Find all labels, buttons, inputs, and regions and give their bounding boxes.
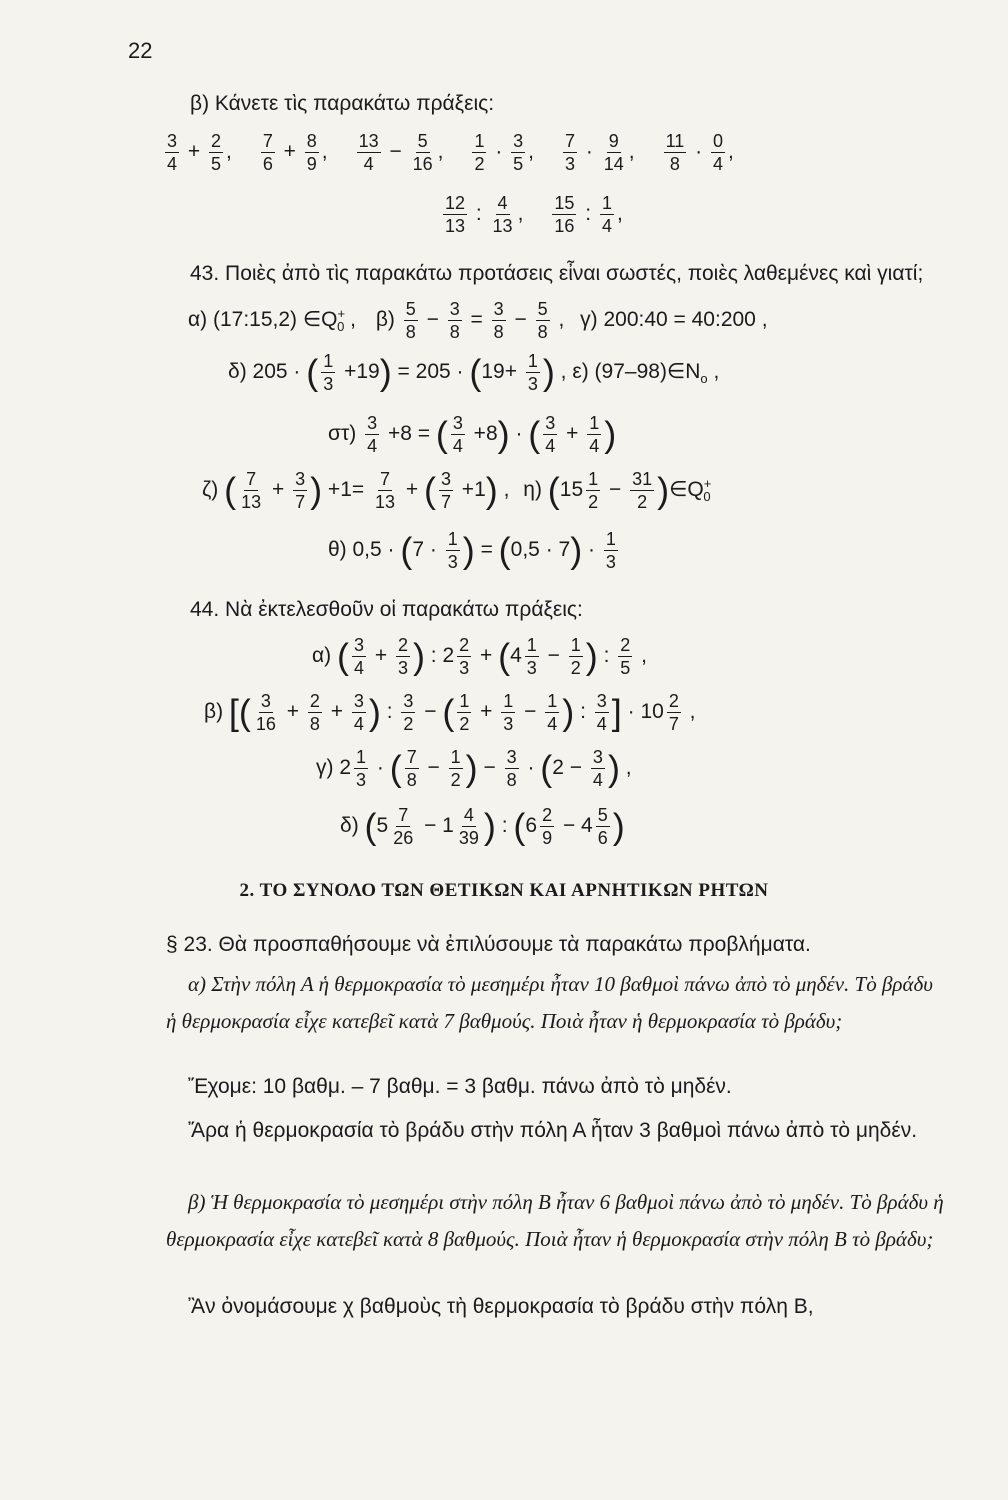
ex43-number: 43. — [190, 262, 220, 285]
ex44-row-d: δ) (5 $\frac{7}{26}$ − 1 $\frac{4}{39}$ ) : (6 $\frac{2}{9}$ − 4 $\frac{5}{6}$ ) — [340, 805, 625, 848]
ex44-b-label: β) — [204, 700, 224, 724]
ex44-header — [190, 598, 583, 622]
ex43-e: ε) (97–98)∈N — [572, 360, 701, 384]
fraction-expression: $\frac{1}{2}$ · $\frac{3}{5}$ , — [474, 131, 535, 174]
fraction: $\frac{1}{2}$ — [474, 131, 485, 174]
fraction: $\frac{11}{8}$ — [665, 131, 685, 174]
ex43-b-label: β) — [375, 308, 395, 332]
s23-calc-b: Ἂν ὀνομάσουμε χ βαθμοὺς τὴ θερμοκρασία τὸ βράδυ στὴν πόλη Β, — [188, 1295, 814, 1318]
ex44-g-label: γ) — [316, 756, 334, 780]
fraction: $\frac{0}{4}$ — [712, 131, 723, 174]
ex44-number: 44. — [190, 598, 220, 621]
ex44-row-g: γ) 2 $\frac{1}{3}$ · ( $\frac{7}{8}$ − $\frac{1}{2}$ ) − $\frac{3}{8}$ · (2 − $\frac{3}{4}$ ) , — [316, 747, 632, 790]
ex43-row-th: θ) 0,5 · (7 · $\frac{1}{3}$ ) = (0,5 · 7) · $\frac{1}{3}$ — [328, 529, 616, 572]
section-heading: 2. ΤΟ ΣΥΝΟΛΟ ΤΩΝ ΘΕΤΙΚΩΝ ΚΑΙ ΑΡΝΗΤΙΚΩΝ ΡΗΤΩΝ — [239, 880, 769, 901]
fraction-expression: $\frac{15}{16}$ : $\frac{1}{4}$ , — [554, 193, 623, 236]
fraction: $\frac{7}{3}$ — [565, 131, 576, 174]
ex44-row-a: α) ( $\frac{3}{4}$ + $\frac{2}{3}$ ) : 2 $\frac{2}{3}$ + (4 $\frac{1}{3}$ − $\frac{1}{2}$ ) : $\frac{2}{5}$ , — [312, 635, 647, 678]
fraction: $\frac{2}{5}$ — [210, 131, 221, 174]
ex43-row-st: στ) $\frac{3}{4}$ +8 = ( $\frac{3}{4}$ +8) · ( $\frac{3}{4}$ + $\frac{1}{4}$ ) — [328, 413, 617, 456]
page-number: 22 — [128, 38, 153, 63]
ex43-row-z-h: ζ) ( $\frac{7}{13}$ + $\frac{3}{7}$ ) +1= $\frac{7}{13}$ + ( $\frac{3}{7}$ +1) , η) (15 $\frac{1}{2}$ − $\frac{31}{2}$ )$\in Q^+_0$ — [202, 469, 712, 512]
ex43-st-label: στ) — [328, 422, 357, 446]
ex43-row-d-e: δ) 205 · ( $\frac{1}{3}$ +19) = 205 · (19+ $\frac{1}{3}$ ) , ε) $(97-98)\in N_o$ , — [228, 351, 720, 394]
ex42b-row2 — [440, 194, 649, 235]
fraction: $\frac{15}{16}$ — [554, 193, 575, 236]
fraction-expression: $\frac{13}{4}$ − $\frac{5}{16}$ , — [358, 131, 444, 174]
ex44-row-b: β) [( $\frac{3}{16}$ + $\frac{2}{8}$ + $\frac{3}{4}$ ) : $\frac{3}{2}$ − ( $\frac{1}{2}$ + $\frac{1}{3}$ − $\frac{1}{4}$ ) : $\frac{3}{4}$ ] · 10 $\frac{2}{7}$ , — [204, 691, 696, 734]
s23-problem-b: β) Ἡ θερμοκρασία τὸ μεσημέρι στὴν πόλη Β ἦταν 6 βαθμοὶ πάνω ἀπὸ τὸ μηδέν. Τὸ βράδυ ἡ θερμοκρασία εἶχε κατεβεῖ κατὰ 8 βαθμούς. Ποιὰ ἦταν ἡ θερμοκρασία στὴν πόλη Β τὸ βράδυ; — [166, 1190, 944, 1251]
s23-answer-a: Ἄρα ἡ θερμοκρασία τὸ βράδυ στὴν πόλη Α ἦταν 3 βαθμοὶ πάνω ἀπὸ τὸ μηδέν. — [188, 1119, 918, 1142]
ex43-z-label: ζ) — [202, 478, 219, 502]
ex44-d-label: δ) — [340, 814, 359, 838]
fraction-expression: $\frac{11}{8}$ · $\frac{0}{4}$ , — [665, 131, 734, 174]
fraction: $\frac{13}{4}$ — [358, 131, 379, 174]
ex43-a: α) (17:15,2) ∈Q — [188, 308, 338, 332]
ex43-g: γ) 200:40 = 40:200 — [580, 308, 756, 332]
ex44-a-label: α) — [312, 644, 332, 668]
s23-lead: § 23. Θὰ προσπαθήσουμε νὰ ἐπιλύσουμε τὰ παρακάτω προβλήματα. — [166, 933, 811, 956]
ex43-d-label: δ) 205 · — [228, 360, 301, 384]
fraction: $\frac{1}{4}$ — [601, 193, 612, 236]
fraction-expression: $\frac{3}{4}$ + $\frac{2}{5}$ , — [167, 131, 232, 174]
ex43-h-label: η) — [523, 478, 542, 502]
s23-problem-a: α) Στὴν πόλη Α ἡ θερμοκρασία τὸ μεσημέρι ἦταν 10 βαθμοὶ πάνω ἀπὸ τὸ μηδέν. Τὸ βράδυ ἡ θερμοκρασία εἶχε κατεβεῖ κατὰ 7 βαθμούς. Ποιὰ ἦταν ἡ θερμοκρασία τὸ βράδυ; — [166, 972, 933, 1033]
ex43-header — [190, 262, 923, 286]
fraction: $\frac{3}{5}$ — [513, 131, 524, 174]
fraction: $\frac{7}{6}$ — [262, 131, 273, 174]
fraction: $\frac{8}{9}$ — [306, 131, 317, 174]
s23-calc-a: Ἔχομε: 10 βαθμ. – 7 βαθμ. = 3 βαθμ. πάνω ἀπὸ τὸ μηδέν. — [188, 1075, 732, 1098]
fraction-expression: $\frac{7}{6}$ + $\frac{8}{9}$ , — [262, 131, 328, 174]
fraction: $\frac{4}{13}$ — [492, 193, 513, 236]
fraction: $\frac{12}{13}$ — [445, 193, 466, 236]
ex43-row-a-b-g: α) (17:15,2) $\in Q^+_0$ , β) $\frac{5}{8}$ − $\frac{3}{8}$ = $\frac{3}{8}$ − $\frac{5}{8}$ , γ) 200:40 = 40:200 , — [188, 299, 768, 342]
fraction: $\frac{9}{14}$ — [603, 131, 624, 174]
fraction-expression: $\frac{12}{13}$ : $\frac{4}{13}$ , — [445, 193, 524, 236]
ex43-th-label: θ) 0,5 · — [328, 538, 395, 562]
ex43-text: Ποιὲς ἀπὸ τὶς παρακάτω προτάσεις εἶναι σωστές, ποιὲς λαθεμένες καὶ γιατί; — [225, 262, 924, 285]
ex42b-row1 — [162, 132, 760, 173]
ex44-text: Νὰ ἐκτελεσθοῦν οἱ παρακάτω πράξεις: — [225, 598, 583, 621]
fraction: $\frac{3}{4}$ — [167, 131, 178, 174]
ex42b-label: β) Κάνετε τὶς παρακάτω πράξεις: — [190, 92, 495, 115]
fraction-expression: $\frac{7}{3}$ · $\frac{9}{14}$ , — [565, 131, 635, 174]
fraction: $\frac{5}{16}$ — [412, 131, 433, 174]
